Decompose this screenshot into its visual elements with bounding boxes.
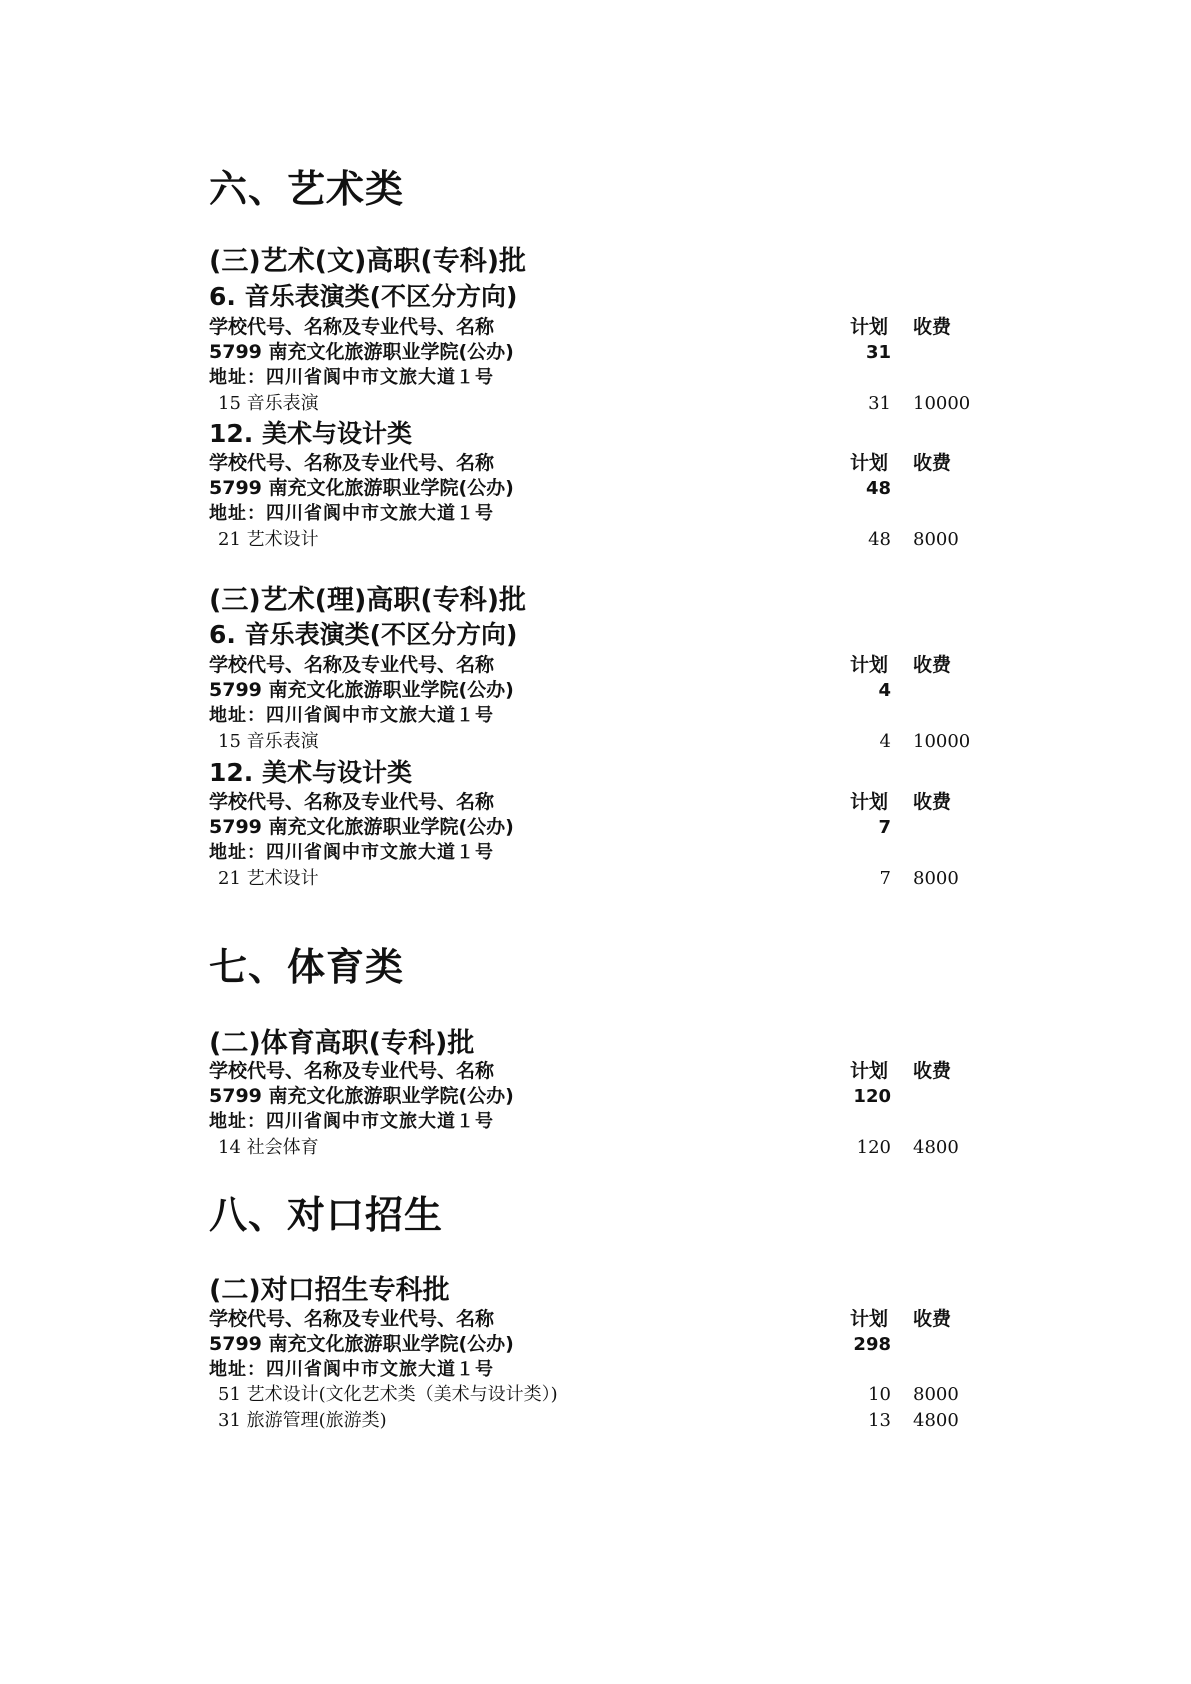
school-address: 地址：四川省阆中市文旅大道１号 <box>209 842 494 863</box>
major-name: 15 音乐表演 <box>218 731 319 752</box>
column-header-school: 学校代号、名称及专业代号、名称 <box>209 1060 495 1082</box>
batch-title: (二)体育高职(专科)批 <box>209 1028 475 1059</box>
major-fee: 4800 <box>913 1410 959 1431</box>
school-name: 5799 南充文化旅游职业学院(公办) <box>209 1333 514 1355</box>
major-fee: 8000 <box>913 529 959 550</box>
school-address: 地址：四川省阆中市文旅大道１号 <box>209 1359 494 1380</box>
major-fee: 10000 <box>913 731 971 752</box>
major-name: 21 艺术设计 <box>218 868 319 889</box>
major-fee: 4800 <box>913 1137 959 1158</box>
column-header-fee: 收费 <box>913 654 952 676</box>
major-name: 31 旅游管理(旅游类) <box>218 1410 387 1431</box>
major-name: 21 艺术设计 <box>218 529 319 550</box>
column-header-school: 学校代号、名称及专业代号、名称 <box>209 316 495 338</box>
column-header-plan: 计划 <box>850 452 889 474</box>
major-fee: 10000 <box>913 393 971 414</box>
plan-total: 4 <box>878 680 891 701</box>
column-header-school: 学校代号、名称及专业代号、名称 <box>209 791 495 813</box>
section-title: 七、体育类 <box>209 945 405 989</box>
plan-total: 48 <box>865 478 891 499</box>
column-header-plan: 计划 <box>850 654 889 676</box>
column-header-plan: 计划 <box>850 1308 889 1330</box>
section-title: 六、艺术类 <box>209 167 405 211</box>
section-title: 八、对口招生 <box>209 1193 444 1237</box>
major-plan: 7 <box>879 868 891 889</box>
school-name: 5799 南充文化旅游职业学院(公办) <box>209 679 514 701</box>
school-name: 5799 南充文化旅游职业学院(公办) <box>209 816 514 838</box>
column-header-fee: 收费 <box>913 316 952 338</box>
column-header-fee: 收费 <box>913 1060 952 1082</box>
column-header-school: 学校代号、名称及专业代号、名称 <box>209 654 495 676</box>
major-plan: 10 <box>868 1384 891 1405</box>
plan-total: 120 <box>853 1086 891 1107</box>
school-name: 5799 南充文化旅游职业学院(公办) <box>209 341 514 363</box>
school-name: 5799 南充文化旅游职业学院(公办) <box>209 1085 514 1107</box>
column-header-school: 学校代号、名称及专业代号、名称 <box>209 1308 495 1330</box>
column-header-plan: 计划 <box>850 1060 889 1082</box>
major-fee: 8000 <box>913 1384 959 1405</box>
major-plan: 120 <box>856 1137 891 1158</box>
batch-title: (三)艺术(理)高职(专科)批 <box>209 585 527 616</box>
major-plan: 4 <box>879 731 891 752</box>
column-header-plan: 计划 <box>850 791 889 813</box>
major-name: 15 音乐表演 <box>218 393 319 414</box>
major-name: 51 艺术设计(文化艺术类（美术与设计类）) <box>218 1384 558 1405</box>
batch-title: (三)艺术(文)高职(专科)批 <box>209 246 527 277</box>
major-fee: 8000 <box>913 868 959 889</box>
school-address: 地址：四川省阆中市文旅大道１号 <box>209 367 494 388</box>
plan-total: 7 <box>878 817 891 838</box>
column-header-fee: 收费 <box>913 452 952 474</box>
group-title: 6. 音乐表演类(不区分方向) <box>209 282 518 311</box>
column-header-plan: 计划 <box>850 316 889 338</box>
column-header-fee: 收费 <box>913 791 952 813</box>
group-title: 6. 音乐表演类(不区分方向) <box>209 620 518 649</box>
plan-total: 31 <box>865 342 891 363</box>
column-header-school: 学校代号、名称及专业代号、名称 <box>209 452 495 474</box>
group-title: 12. 美术与设计类 <box>209 419 412 448</box>
column-header-fee: 收费 <box>913 1308 952 1330</box>
plan-total: 298 <box>853 1334 891 1355</box>
major-name: 14 社会体育 <box>218 1137 319 1158</box>
major-plan: 31 <box>868 393 891 414</box>
school-address: 地址：四川省阆中市文旅大道１号 <box>209 705 494 726</box>
group-title: 12. 美术与设计类 <box>209 758 412 787</box>
major-plan: 13 <box>868 1410 891 1431</box>
school-name: 5799 南充文化旅游职业学院(公办) <box>209 477 514 499</box>
school-address: 地址：四川省阆中市文旅大道１号 <box>209 1111 494 1132</box>
school-address: 地址：四川省阆中市文旅大道１号 <box>209 503 494 524</box>
major-plan: 48 <box>868 529 891 550</box>
batch-title: (二)对口招生专科批 <box>209 1275 450 1306</box>
